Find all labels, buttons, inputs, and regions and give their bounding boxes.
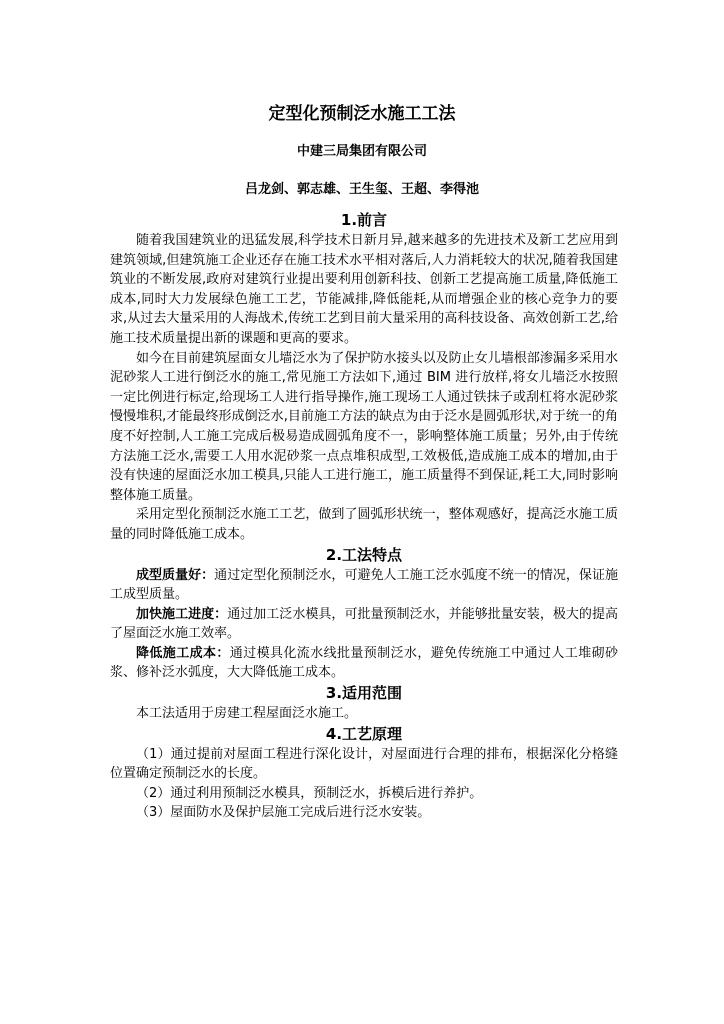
organization-name: 中建三局集团有限公司 — [296, 144, 427, 159]
preface-paragraph-1: 随着我国建筑业的迅猛发展,科学技术日新月异,越来越多的先进技术及新工艺应用到建筑领域,但建筑施工企业还存在施工技术水平相对落后,人力消耗较大的状况,随着我国建筑业的不断发展,政府对建筑行业提出要利用创新科技、创新工艺提高施工质量,降低施工成本,同时大力发展绿色施工工艺，节能减排,降低能耗,从而增强企业的核心竞争力的要求,从过去大量采用的人海战术,传统工艺到目前大量采用的高科技设备、高效创新工艺,给施工技术质量提出新的课题和更高的要求。 — [110, 233, 618, 346]
feature-text: 通过定型化预制泛水，可避免人工施工泛水弧度不统一的情况，保证施工成型质量。 — [110, 567, 618, 603]
principle-paragraph-3: （3）屋面防水及保护层施工完成后进行泛水安装。 — [136, 805, 431, 821]
preface-paragraph-3: 采用定型化预制泛水施工工艺，做到了圆弧形状统一，整体观感好，提高泛水施工质量的同时降低施工成本。 — [110, 507, 618, 542]
scope-paragraph: 本工法适用于房建工程屋面泛水施工。 — [136, 706, 358, 722]
document-body — [110, 210, 618, 823]
section-heading-scope: 3.适用范围 — [325, 684, 403, 703]
feature-label: 降低施工成本： — [136, 645, 230, 661]
feature-text: 通过加工泛水模具，可批量预制泛水，并能够批量安装，极大的提高了屋面泛水施工效率。 — [110, 606, 618, 642]
author-list: 吕龙剑、郭志雄、王生玺、王超、李得池 — [244, 182, 479, 197]
principle-paragraph-2: （2）通过利用预制泛水模具，预制泛水，拆模后进行养护。 — [136, 785, 483, 801]
feature-label: 加快施工进度： — [136, 606, 228, 622]
feature-item — [110, 605, 618, 644]
preface-paragraph-2: 如今在目前建筑屋面女儿墙泛水为了保护防水接头以及防止女儿墙根部渗漏多采用水泥砂浆人工进行倒泛水的施工,常见施工方法如下,通过 BIM 进行放样,将女儿墙泛水按照一定比例进行标定,给现场工人进行指导操作,施工现场工人通过铁抹子或刮杠将水泥砂浆慢慢堆积,才能最终形成倒泛水,目前施工方法的缺点为由于泛水是圆弧形状,对于统一的角度不好控制,人工施工完成后极易造成圆弧角度不一，影响整体施工质量；另外,由于传统方法施工泛水,需要工人用水泥砂浆一点点堆积成型,工效极低,造成施工成本的增加,由于没有快速的屋面泛水加工模具,只能人工进行施工，施工质量得不到保证,耗工大,同时影响整体施工质量。 — [110, 350, 618, 503]
feature-text: 通过模具化流水线批量预制泛水，避免传统施工中通过人工堆砌砂浆、修补泛水弧度，大大降低施工成本。 — [110, 645, 618, 681]
section-heading-features: 2.工法特点 — [325, 545, 403, 564]
section-heading-principle: 4.工艺原理 — [325, 724, 403, 743]
section-heading-preface: 1.前言 — [340, 211, 388, 229]
principle-paragraph-1: （1）通过提前对屋面工程进行深化设计，对屋面进行合理的排布，根据深化分格缝位置确定预制泛水的长度。 — [110, 746, 618, 782]
feature-item — [110, 644, 618, 683]
feature-item — [110, 566, 618, 605]
document-title: 定型化预制泛水施工工法 — [268, 104, 456, 124]
feature-label: 成型质量好： — [136, 567, 215, 583]
